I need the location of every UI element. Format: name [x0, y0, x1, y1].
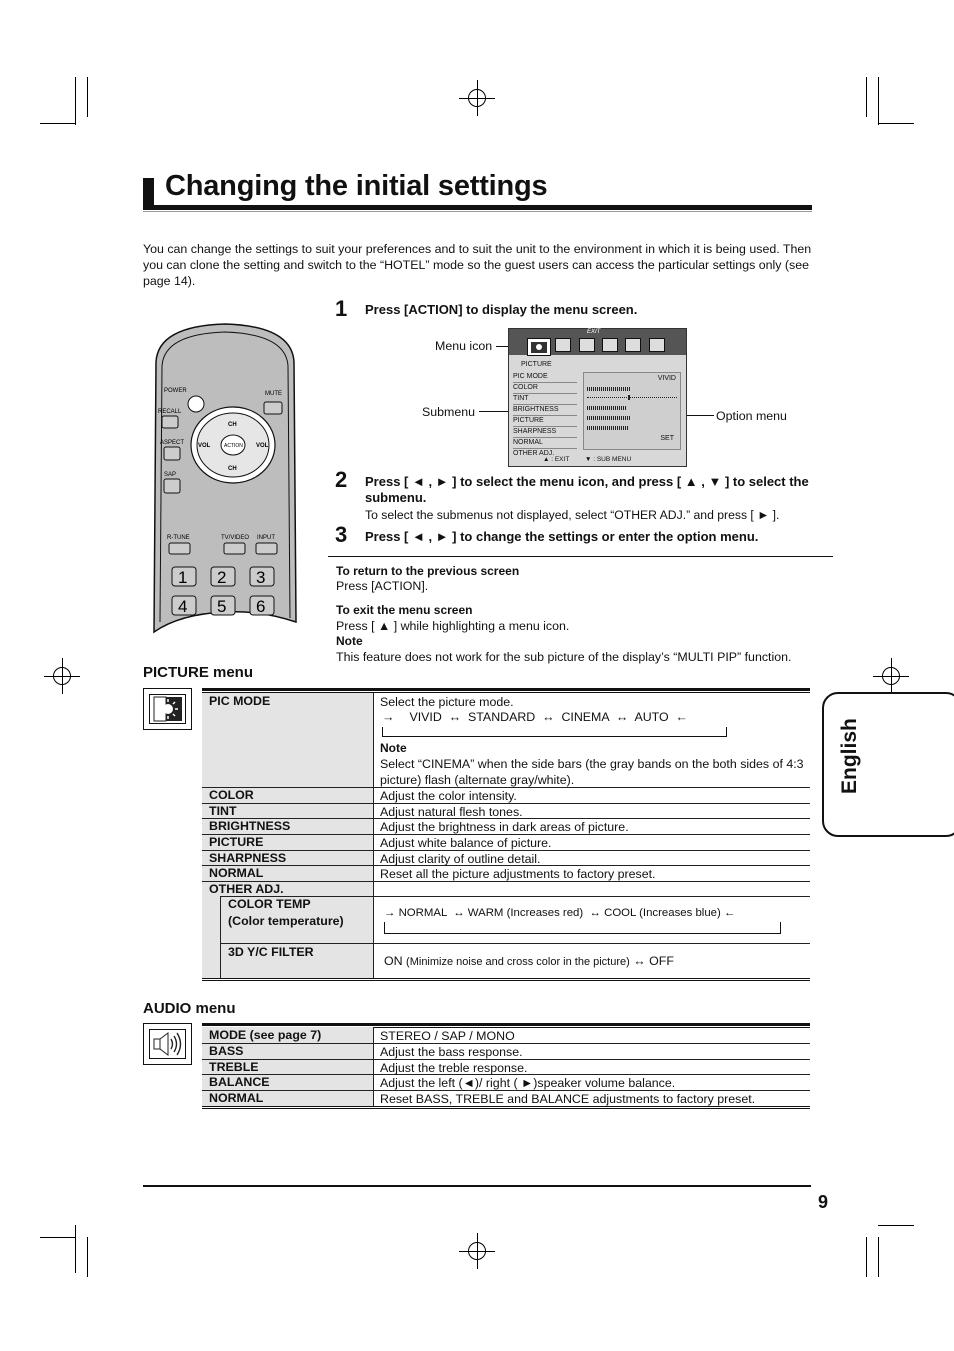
step-3-text: Press [ ◄ , ► ] to change the settings or enter the option menu. — [365, 529, 759, 544]
osd-picture-icon — [527, 338, 551, 356]
osd-exit: EXIT — [587, 329, 601, 335]
pic-mode-cycle: → VIVID ↔ STANDARD ↔ CINEMA ↔ AUTO ← — [382, 709, 727, 727]
registration-mark — [44, 658, 80, 694]
tint-value: Adjust natural flesh tones. — [380, 805, 523, 819]
color-temp-key: COLOR TEMP — [228, 897, 311, 911]
option-menu-callout: Option menu — [716, 409, 787, 423]
crop-mark — [866, 77, 867, 117]
crop-mark — [878, 77, 879, 125]
pic-mode-value: Select the picture mode. — [380, 695, 514, 709]
step-2-subtext: To select the submenus not displayed, select “OTHER ADJ.” and press [ ► ]. — [365, 508, 780, 522]
crop-mark — [40, 1237, 76, 1238]
audio-menu-heading: AUDIO menu — [143, 1000, 236, 1017]
color-temp-cycle: → NORMAL ↔ WARM (Increases red) ↔ COOL (Increases blue) ← — [384, 905, 781, 922]
sap-button — [164, 479, 180, 493]
osd-setup-icon — [579, 338, 595, 352]
picture-menu-icon — [143, 688, 192, 730]
yc-filter-key: 3D Y/C FILTER — [228, 945, 314, 959]
osd-item: COLOR — [513, 383, 577, 394]
audio-table-top-rule — [202, 1023, 810, 1026]
osd-pip-icon — [649, 338, 665, 352]
treble-value: Adjust the treble response. — [380, 1061, 528, 1075]
crop-mark — [40, 123, 76, 124]
osd-vivid: VIVID — [657, 375, 676, 382]
cycle-cool: COOL (Increases blue) — [604, 907, 721, 919]
color-value: Adjust the color intensity. — [380, 789, 517, 803]
registration-mark — [459, 1233, 495, 1269]
crop-mark — [87, 1237, 88, 1277]
page-title: Changing the initial settings — [165, 170, 548, 202]
exit-menu-text: Press [ ▲ ] while highlighting a menu icon. — [336, 619, 570, 633]
mode-key: MODE (see page 7) — [209, 1028, 322, 1042]
vol-right-label: VOL — [256, 443, 269, 449]
osd-set: SET — [660, 435, 674, 442]
audio-menu-table — [202, 1027, 810, 1110]
rtune-button — [169, 543, 190, 554]
key-1-label: 1 — [178, 568, 188, 587]
key-2-label: 2 — [217, 568, 227, 587]
crop-mark — [878, 1225, 914, 1226]
step-1-text: Press [ACTION] to display the menu screen. — [365, 302, 638, 317]
osd-item: PIC MODE — [513, 372, 577, 383]
yc-off: OFF — [649, 954, 674, 968]
brightness-value: Adjust the brightness in dark areas of picture. — [380, 820, 629, 834]
picture-value: Adjust white balance of picture. — [380, 836, 552, 850]
balance-value: Adjust the left (◄)/ right ( ►)speaker volume balance. — [380, 1076, 676, 1090]
step-3-number: 3 — [335, 522, 348, 547]
picture-menu-table — [202, 693, 810, 981]
osd-item: PICTURE — [513, 416, 577, 427]
bass-value: Adjust the bass response. — [380, 1045, 523, 1059]
previous-screen-heading: To return to the previous screen — [336, 564, 520, 578]
language-tab-label: English — [838, 718, 861, 794]
color-key: COLOR — [209, 788, 254, 802]
osd-item: OTHER ADJ. — [513, 450, 555, 457]
picture-key: PICTURE — [209, 835, 264, 849]
note-text: This feature does not work for the sub picture of the display’s “MULTI PIP” function. — [336, 650, 792, 664]
brightness-key: BRIGHTNESS — [209, 819, 291, 833]
yc-on: ON — [384, 954, 403, 968]
remote-control-illustration — [150, 322, 300, 634]
osd-bar — [587, 426, 629, 430]
rtune-label: R-TUNE — [167, 535, 190, 541]
input-label: INPUT — [257, 535, 275, 541]
mute-button — [264, 402, 282, 414]
treble-key: TREBLE — [209, 1060, 259, 1074]
step-1-number: 1 — [335, 296, 348, 321]
tvvideo-label: TV/VIDEO — [221, 535, 250, 541]
osd-header: PICTURE — [521, 361, 552, 368]
cycle-cinema: CINEMA — [561, 710, 609, 724]
footer-rule — [143, 1185, 811, 1187]
registration-mark — [459, 80, 495, 116]
intro-paragraph: You can change the settings to suit your preferences and to suit the unit to the environment in which it is being used. Then you can clone the setting and switch to the “HOTEL” mode so the guest users can access the particular settings only (see page 14). — [143, 242, 812, 288]
cycle-vivid: VIVID — [409, 710, 442, 724]
crop-mark — [87, 77, 88, 117]
key-6-label: 6 — [256, 597, 266, 616]
osd-timer-icon — [602, 338, 618, 352]
osd-bar — [587, 406, 627, 410]
osd-footer-submenu: ▼ : SUB MENU — [585, 456, 632, 463]
color-temp-key-sub: (Color temperature) — [228, 914, 344, 928]
key-5-label: 5 — [217, 597, 227, 616]
ch-up-label: CH — [228, 422, 237, 428]
osd-item: BRIGHTNESS — [513, 405, 577, 416]
osd-item: NORMAL — [513, 438, 577, 449]
osd-bar — [587, 416, 631, 420]
cycle-normal: NORMAL — [398, 907, 447, 919]
picture-table-bottom-rule — [202, 978, 810, 981]
crop-mark — [878, 1237, 879, 1277]
cycle-standard: STANDARD — [468, 710, 536, 724]
other-adj-key: OTHER ADJ. — [209, 882, 284, 896]
key-4-label: 4 — [178, 597, 188, 616]
normal-key: NORMAL — [209, 866, 264, 880]
step-2-number: 2 — [335, 467, 348, 492]
input-button — [256, 543, 277, 554]
crop-mark — [878, 123, 914, 124]
vol-left-label: VOL — [198, 443, 211, 449]
sub-indent-rule — [220, 896, 221, 978]
normal-value: Reset all the picture adjustments to factory preset. — [380, 867, 656, 881]
menu-icon-callout: Menu icon — [435, 339, 493, 353]
aspect-label: ASPECT — [160, 440, 185, 446]
note-heading: Note — [336, 634, 363, 648]
power-button — [188, 396, 204, 412]
audio-menu-icon — [143, 1023, 192, 1065]
osd-lock-icon — [625, 338, 641, 352]
previous-screen-text: Press [ACTION]. — [336, 579, 429, 593]
tvvideo-button — [224, 543, 245, 554]
steps-divider — [328, 556, 833, 557]
page-number: 9 — [818, 1192, 829, 1212]
sharpness-key: SHARPNESS — [209, 851, 287, 865]
crop-mark — [866, 1237, 867, 1277]
crop-mark — [75, 77, 76, 125]
osd-bar — [587, 387, 631, 391]
sap-label: SAP — [164, 472, 177, 478]
crop-mark — [75, 1225, 76, 1273]
registration-mark — [873, 658, 909, 694]
osd-item: SHARPNESS — [513, 427, 577, 438]
pic-mode-note-heading: Note — [380, 741, 407, 755]
step-2-text: Press [ ◄ , ► ] to select the menu icon, and press [ ▲ , ▼ ] to select the submenu. — [365, 474, 809, 505]
picture-menu-heading: PICTURE menu — [143, 664, 254, 681]
osd-item: TINT — [513, 394, 577, 405]
title-marker — [143, 178, 154, 206]
osd-audio-icon — [555, 338, 571, 352]
bass-key: BASS — [209, 1044, 244, 1058]
cycle-auto: AUTO — [634, 710, 669, 724]
audio-normal-key: NORMAL — [209, 1091, 264, 1105]
tint-key: TINT — [209, 804, 237, 818]
ch-down-label: CH — [228, 466, 237, 472]
menu-screen — [508, 328, 687, 467]
yc-on-note: (Minimize noise and cross color in the picture) — [406, 956, 630, 968]
action-label: ACTION — [224, 443, 243, 449]
osd-submenu-list — [513, 372, 577, 457]
title-rule — [143, 205, 812, 210]
row-rule — [220, 943, 810, 944]
recall-button — [162, 416, 178, 428]
osd-bar — [628, 395, 630, 400]
pic-mode-note: Select “CINEMA” when the side bars (the gray bands on the both sides of 4:3 picture) flash (alternate gray/white). — [380, 757, 804, 787]
pic-mode-key: PIC MODE — [209, 694, 271, 708]
cycle-warm: WARM (Increases red) — [467, 907, 584, 919]
balance-key: BALANCE — [209, 1075, 270, 1089]
power-label: POWER — [164, 388, 187, 394]
osd-bar — [587, 397, 677, 398]
picture-table-top-rule — [202, 688, 810, 691]
mute-label: MUTE — [265, 391, 282, 397]
exit-menu-heading: To exit the menu screen — [336, 603, 473, 617]
submenu-callout: Submenu — [422, 405, 476, 419]
recall-label: RECALL — [158, 409, 182, 415]
aspect-button — [164, 447, 180, 460]
mode-value: STEREO / SAP / MONO — [380, 1029, 515, 1043]
yc-filter-value: ON (Minimize noise and cross color in the picture) ↔ OFF — [384, 954, 674, 968]
osd-option-panel — [583, 372, 681, 450]
key-3-label: 3 — [256, 568, 266, 587]
osd-footer-exit: ▲ : EXIT — [543, 456, 570, 463]
sharpness-value: Adjust clarity of outline detail. — [380, 852, 541, 866]
audio-normal-value: Reset BASS, TREBLE and BALANCE adjustments to factory preset. — [380, 1092, 756, 1106]
title-rule-thin — [143, 211, 812, 212]
